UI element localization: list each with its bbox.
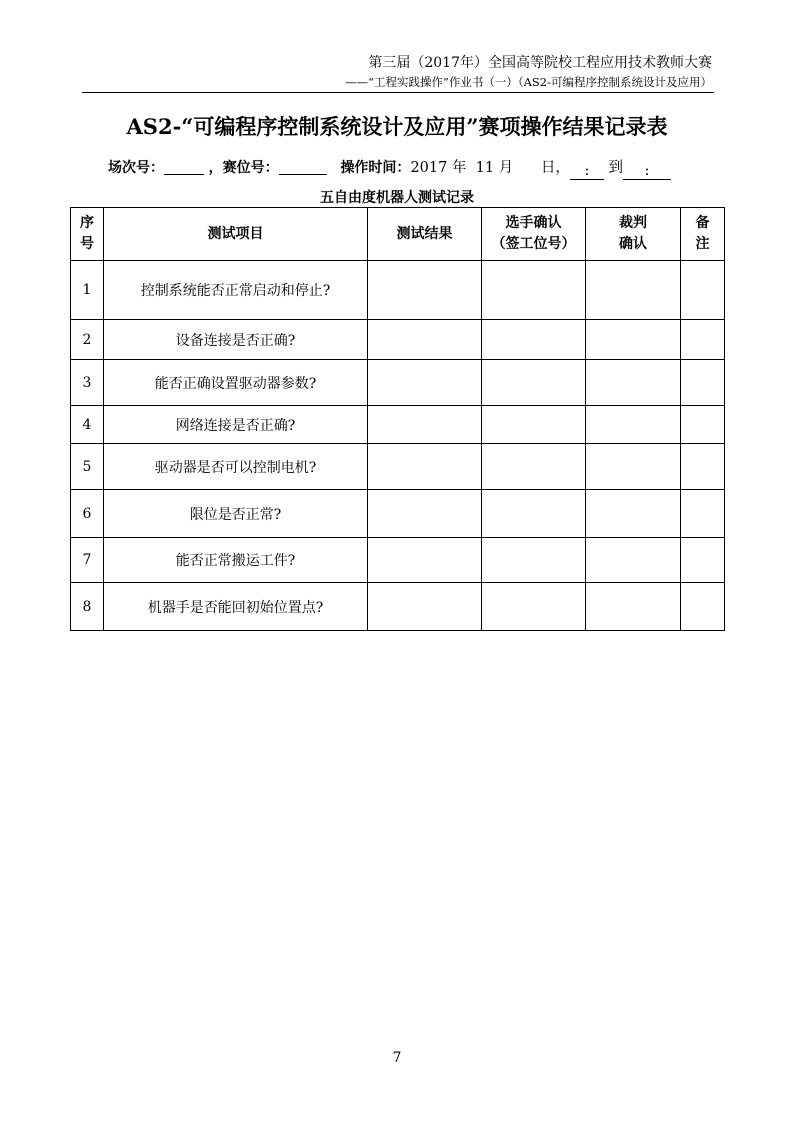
month-text: 11 月 xyxy=(475,160,514,176)
header-seq-line1: 序 xyxy=(80,215,94,231)
result-cell[interactable] xyxy=(368,360,482,406)
row-number: 5 xyxy=(71,444,104,490)
competition-header: 第三届（2017年）全国高等院校工程应用技术教师大赛 xyxy=(368,55,712,71)
player-confirm-cell[interactable] xyxy=(482,583,586,631)
row-number: 4 xyxy=(71,406,104,444)
header-note xyxy=(681,208,725,261)
row-test-item: 设备连接是否正确? xyxy=(104,320,368,360)
row-test-item: 限位是否正常? xyxy=(104,490,368,538)
seat-blank xyxy=(279,158,327,175)
row-test-item: 驱动器是否可以控制电机? xyxy=(104,444,368,490)
note-cell[interactable] xyxy=(681,444,725,490)
to-text: 到 xyxy=(608,160,623,176)
row-number: 3 xyxy=(71,360,104,406)
note-cell[interactable] xyxy=(681,538,725,583)
day-text: 日， xyxy=(540,160,570,176)
header-judge-confirm xyxy=(586,208,681,261)
player-confirm-cell[interactable] xyxy=(482,444,586,490)
end-time-colon: : xyxy=(644,163,650,179)
header-test-item: 测试项目 xyxy=(104,208,368,261)
table-header-row xyxy=(71,208,725,261)
header-player-confirm xyxy=(482,208,586,261)
time-label: 操作时间： xyxy=(340,160,411,176)
table-caption: 五自由度机器人测试记录 xyxy=(320,190,474,206)
page-number: 7 xyxy=(392,1050,402,1066)
header-judge-line1: 裁判 xyxy=(619,215,647,231)
note-cell[interactable] xyxy=(681,583,725,631)
result-cell[interactable] xyxy=(368,538,482,583)
page-title: AS2-“可编程序控制系统设计及应用”赛项操作结果记录表 xyxy=(126,114,668,139)
result-cell[interactable] xyxy=(368,490,482,538)
table-row xyxy=(71,583,725,631)
table-row xyxy=(71,406,725,444)
judge-confirm-cell[interactable] xyxy=(586,320,681,360)
row-test-item: 能否正确设置驱动器参数? xyxy=(104,360,368,406)
header-player-line1: 选手确认 xyxy=(505,215,562,231)
judge-confirm-cell[interactable] xyxy=(586,538,681,583)
header-note-line1: 备 xyxy=(695,215,710,231)
start-time-colon: : xyxy=(584,163,590,179)
note-cell[interactable] xyxy=(681,406,725,444)
header-test-result: 测试结果 xyxy=(368,208,482,261)
row-test-item: 网络连接是否正确? xyxy=(104,406,368,444)
result-cell[interactable] xyxy=(368,261,482,320)
judge-confirm-cell[interactable] xyxy=(586,360,681,406)
table-row xyxy=(71,261,725,320)
result-cell[interactable] xyxy=(368,583,482,631)
row-number: 6 xyxy=(71,490,104,538)
player-confirm-cell[interactable] xyxy=(482,538,586,583)
row-test-item: 机器手是否能回初始位置点? xyxy=(104,583,368,631)
result-cell[interactable] xyxy=(368,406,482,444)
header-seq xyxy=(71,208,104,261)
header-divider xyxy=(82,92,714,93)
header-note-line2: 注 xyxy=(695,236,710,252)
row-test-item: 能否正常搬运工件? xyxy=(104,538,368,583)
year-text: 2017 年 xyxy=(410,160,467,176)
table-row xyxy=(71,490,725,538)
end-time-blank xyxy=(623,163,671,180)
table-row xyxy=(71,538,725,583)
header-judge-line2: 确认 xyxy=(619,236,647,252)
header-player-line2: （签工位号） xyxy=(491,236,576,252)
judge-confirm-cell[interactable] xyxy=(586,406,681,444)
row-number: 8 xyxy=(71,583,104,631)
judge-confirm-cell[interactable] xyxy=(586,444,681,490)
player-confirm-cell[interactable] xyxy=(482,406,586,444)
test-record-table xyxy=(70,207,725,631)
note-cell[interactable] xyxy=(681,320,725,360)
note-cell[interactable] xyxy=(681,360,725,406)
info-line xyxy=(108,156,671,180)
table-row xyxy=(71,360,725,406)
player-confirm-cell[interactable] xyxy=(482,261,586,320)
row-test-item: 控制系统能否正常启动和停止? xyxy=(104,261,368,320)
header-seq-line2: 号 xyxy=(80,236,94,252)
player-confirm-cell[interactable] xyxy=(482,320,586,360)
seat-label: 赛位号： xyxy=(222,160,279,176)
note-cell[interactable] xyxy=(681,261,725,320)
table-row xyxy=(71,320,725,360)
note-cell[interactable] xyxy=(681,490,725,538)
table-row xyxy=(71,444,725,490)
row-number: 2 xyxy=(71,320,104,360)
result-cell[interactable] xyxy=(368,444,482,490)
player-confirm-cell[interactable] xyxy=(482,360,586,406)
row-number: 7 xyxy=(71,538,104,583)
document-subheader: ——“工程实践操作”作业书（一）（AS2-可编程序控制系统设计及应用） xyxy=(345,75,712,89)
session-label: 场次号： xyxy=(108,160,164,176)
comma-separator: ， xyxy=(208,160,223,176)
result-cell[interactable] xyxy=(368,320,482,360)
start-time-blank xyxy=(570,163,604,180)
session-blank xyxy=(164,158,204,175)
row-number: 1 xyxy=(71,261,104,320)
judge-confirm-cell[interactable] xyxy=(586,583,681,631)
player-confirm-cell[interactable] xyxy=(482,490,586,538)
judge-confirm-cell[interactable] xyxy=(586,261,681,320)
judge-confirm-cell[interactable] xyxy=(586,490,681,538)
